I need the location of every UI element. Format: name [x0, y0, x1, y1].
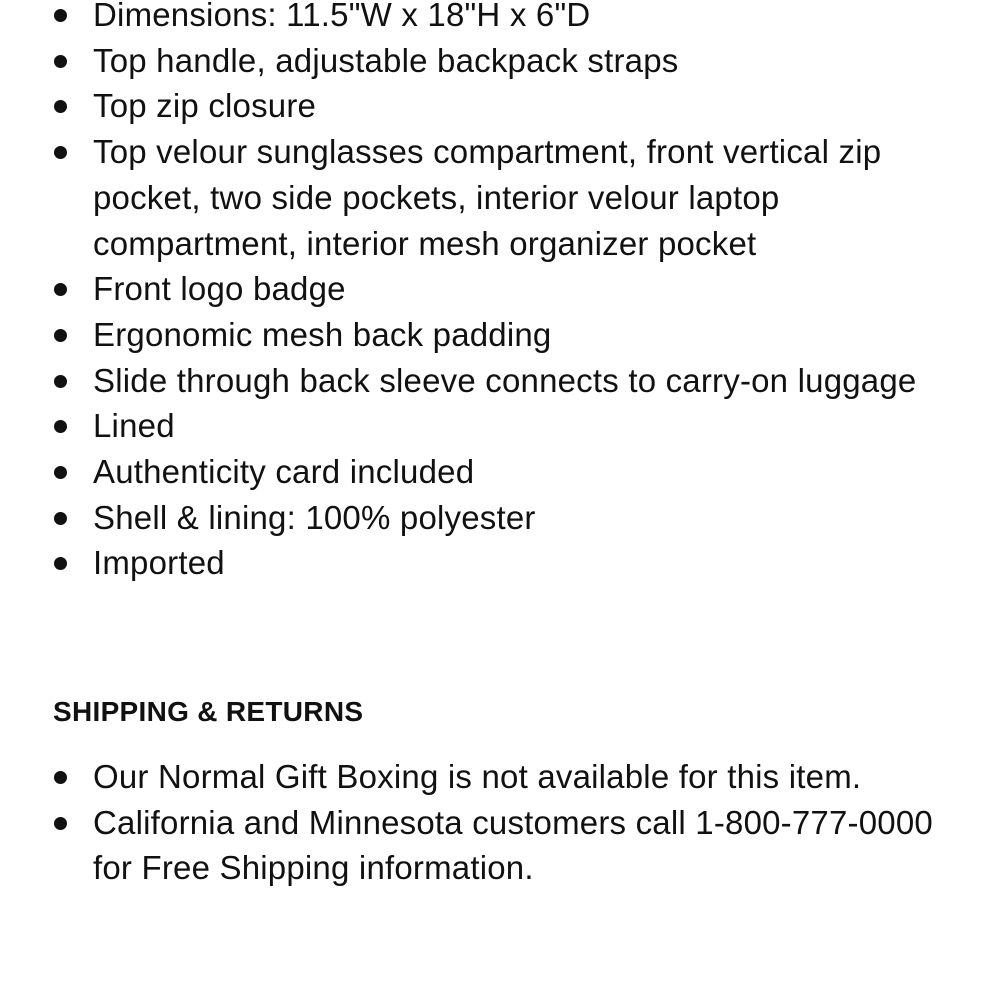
- bullet-icon: [54, 100, 67, 113]
- list-item: [0, 266, 1000, 312]
- bullet-icon: [54, 512, 67, 525]
- list-item-text: California and Minnesota customers call 1-800-777-0000 for Free Shipping information.: [93, 803, 933, 887]
- list-item: [0, 800, 1000, 891]
- list-item-text: Top handle, adjustable backpack straps: [93, 41, 679, 79]
- list-item-text: Imported: [93, 544, 225, 582]
- list-item: [0, 312, 1000, 358]
- bullet-icon: [54, 375, 67, 388]
- list-item: [0, 540, 1000, 586]
- bullet-icon: [54, 283, 67, 296]
- bullet-icon: [54, 55, 67, 68]
- bullet-icon: [54, 420, 67, 433]
- list-item-text: Dimensions: 11.5"W x 18"H x 6"D: [93, 0, 591, 33]
- list-item: [0, 38, 1000, 84]
- list-item-text: Top zip closure: [93, 87, 317, 125]
- list-item: [0, 754, 1000, 800]
- list-item-text: Ergonomic mesh back padding: [93, 315, 552, 353]
- list-item: [0, 129, 1000, 266]
- list-item: [0, 0, 1000, 38]
- shipping-returns-heading: SHIPPING & RETURNS: [53, 696, 364, 727]
- list-item: [0, 83, 1000, 129]
- list-item-text: Front logo badge: [93, 270, 346, 308]
- bullet-icon: [54, 329, 67, 342]
- bullet-icon: [54, 466, 67, 479]
- list-item: [0, 403, 1000, 449]
- list-item: [0, 449, 1000, 495]
- list-item-text: Shell & lining: 100% polyester: [93, 498, 536, 536]
- bullet-icon: [54, 557, 67, 570]
- bullet-icon: [54, 9, 67, 22]
- list-item-text: Our Normal Gift Boxing is not available for this item.: [93, 758, 862, 795]
- list-item-text: Lined: [93, 407, 175, 445]
- bullet-icon: [54, 817, 67, 830]
- list-item-text: Authenticity card included: [93, 453, 475, 491]
- list-item: [0, 358, 1000, 404]
- list-item-text: Top velour sunglasses compartment, front vertical zip pocket, two side pockets, interior velour laptop compartment, interior mesh organizer pocket: [93, 133, 882, 262]
- bullet-icon: [54, 771, 67, 784]
- shipping-returns-list: [0, 754, 1000, 891]
- list-item-text: Slide through back sleeve connects to carry-on luggage: [93, 361, 917, 399]
- bullet-icon: [54, 146, 67, 159]
- list-item: [0, 495, 1000, 541]
